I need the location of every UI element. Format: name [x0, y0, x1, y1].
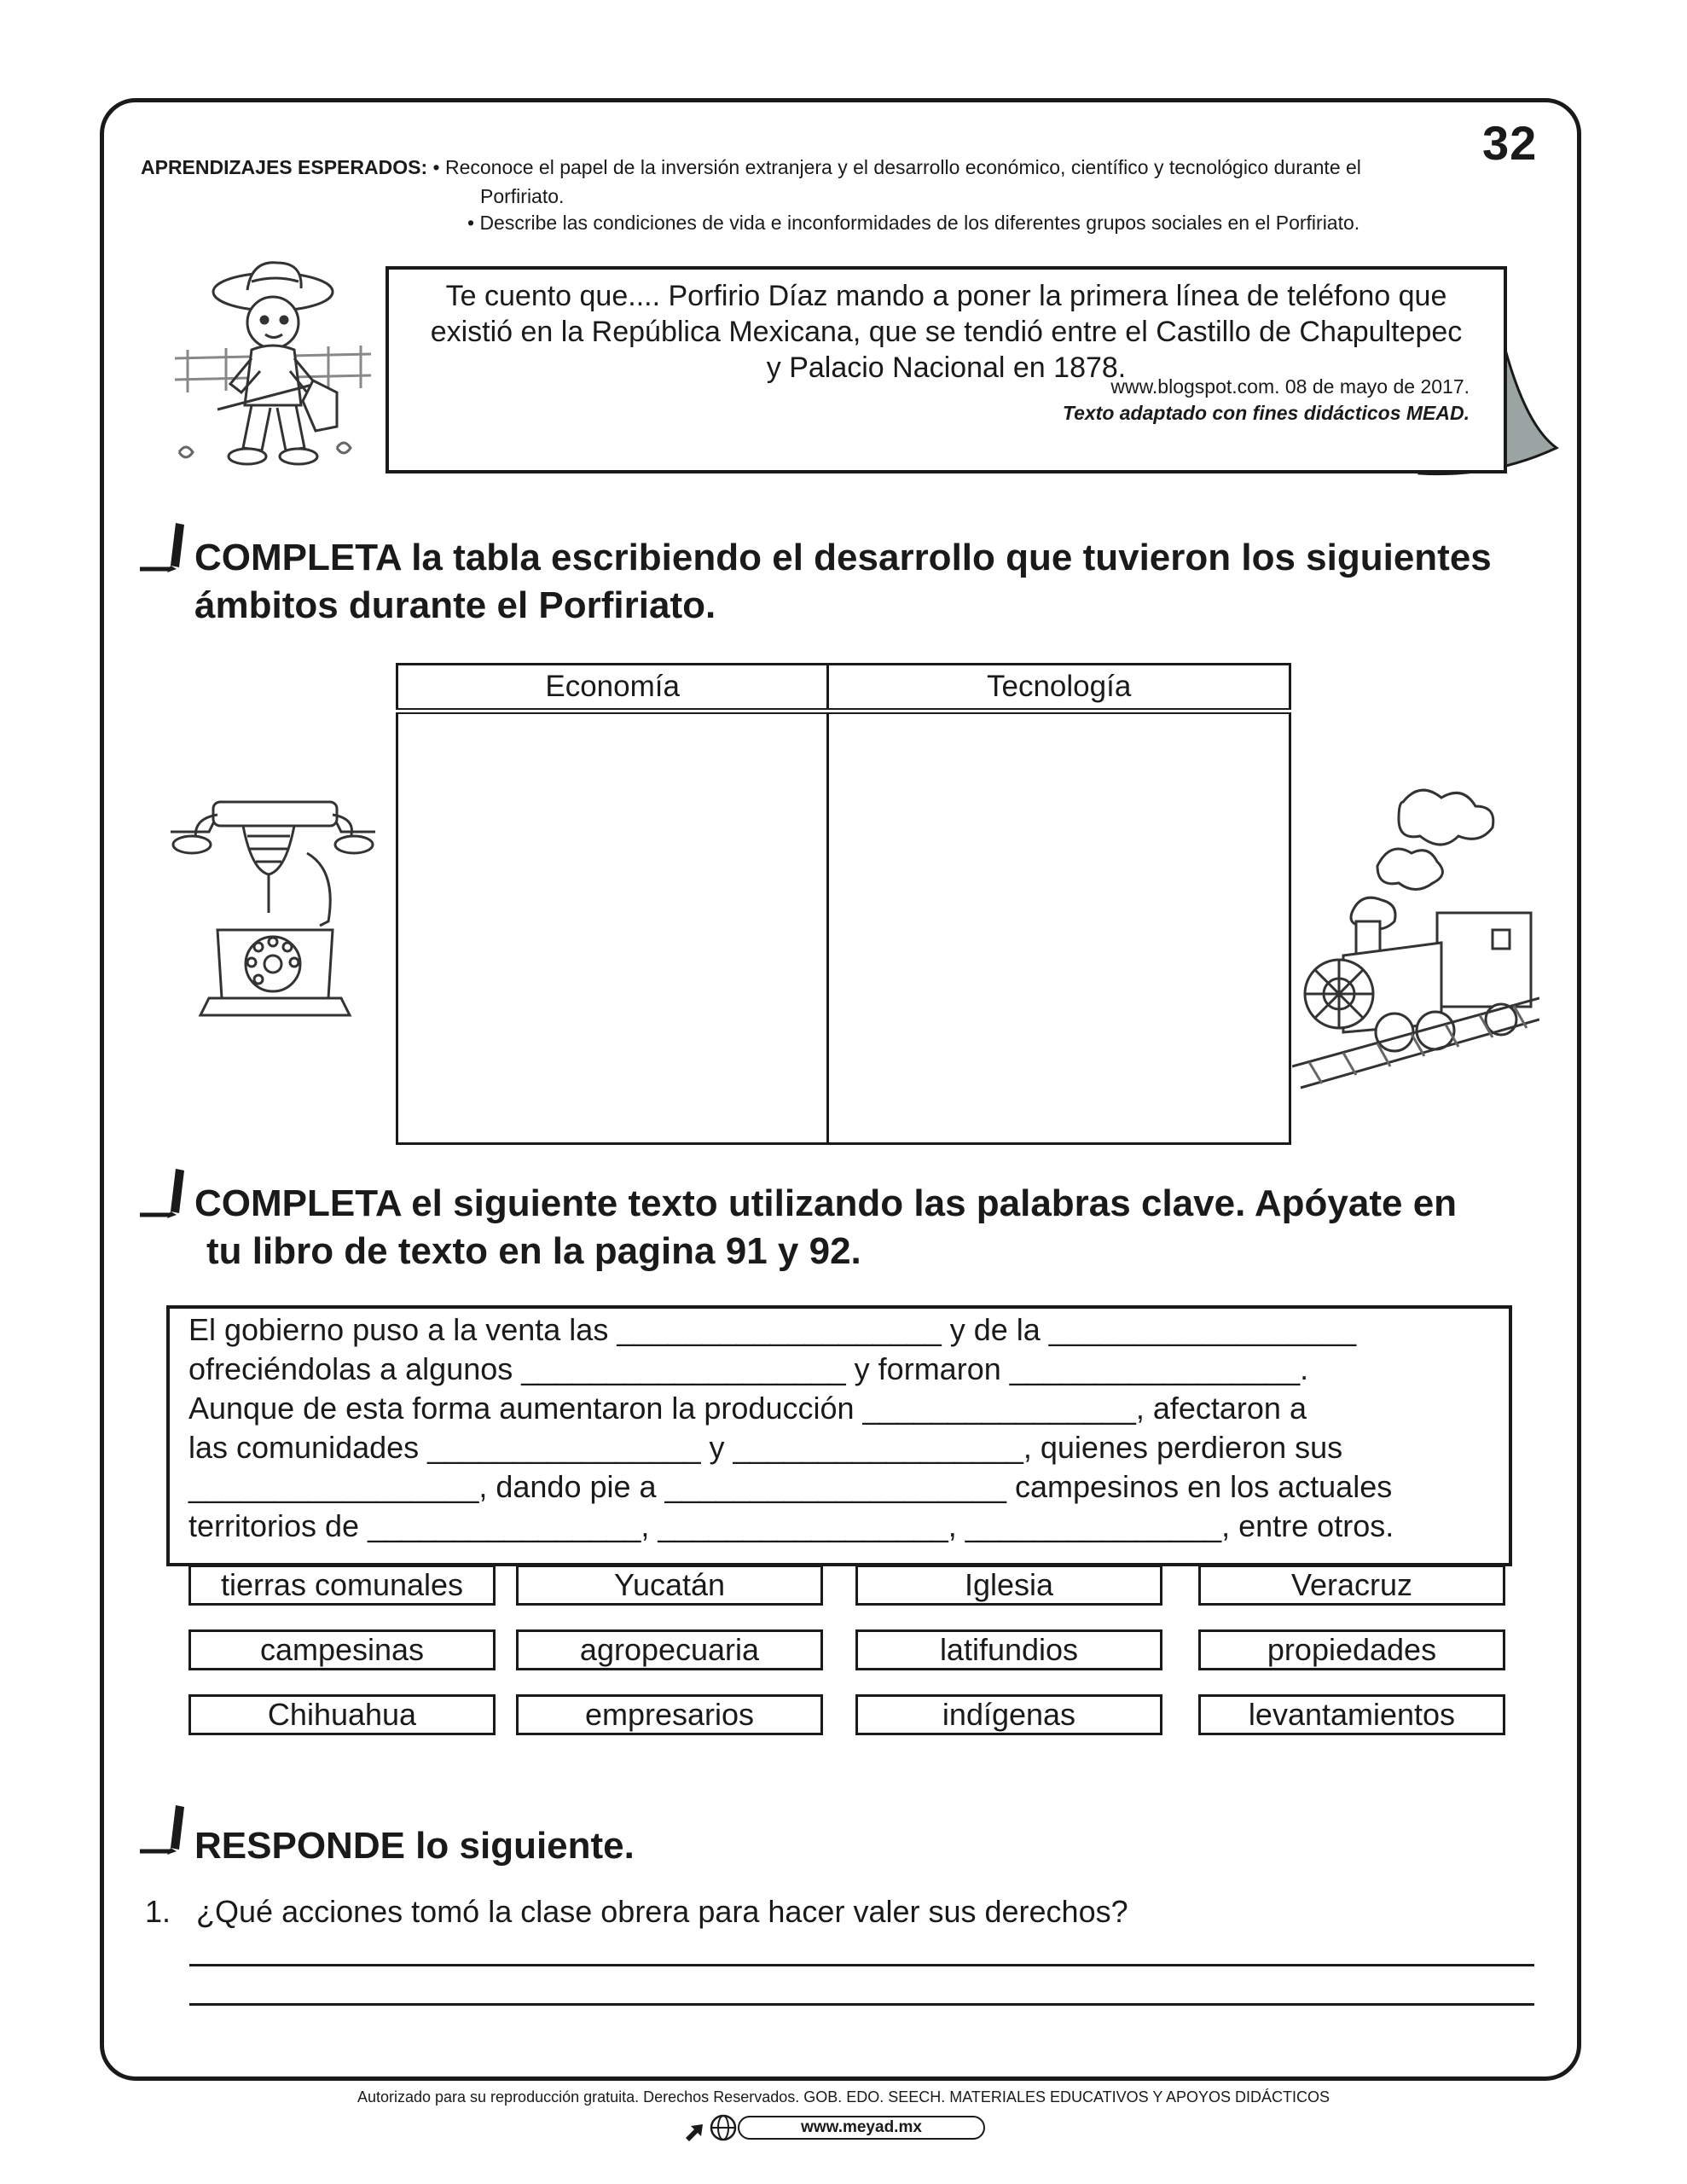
fill-line-5[interactable]: _________________, dando pie a ____________________ campesinos en los actuales	[188, 1469, 1393, 1504]
cursor-globe-icon	[682, 2112, 744, 2143]
section-2-heading	[194, 1180, 1457, 1275]
answer-line[interactable]	[189, 1964, 1534, 1966]
section-1-line-2: ámbitos durante el Porfiriato.	[194, 584, 716, 626]
keyword-box: Iglesia	[855, 1565, 1162, 1606]
story-line-3: y Palacio Nacional en 1878.	[766, 351, 1127, 384]
header-tecnologia: Tecnología	[828, 665, 1290, 712]
table-answer-row	[397, 712, 1290, 1144]
answer-cell-economia[interactable]	[397, 712, 828, 1144]
fill-in-text-box	[166, 1305, 1512, 1566]
fill-line-3[interactable]: Aunque de esta forma aumentaron la producción ________________, afectaron a	[188, 1391, 1307, 1426]
story-note: Texto adaptado con fines didácticos MEAD.	[1062, 402, 1470, 424]
keyword-box: empresarios	[516, 1694, 823, 1735]
section-1-heading	[194, 534, 1492, 630]
development-table	[396, 663, 1291, 1145]
section-3-heading: RESPONDE lo siguiente.	[194, 1825, 635, 1867]
pencil-icon	[136, 1798, 188, 1858]
story-line-2: existió en la República Mexicana, que se tendió entre el Castillo de Chapultepec	[430, 316, 1463, 348]
fill-line-2[interactable]: ofreciéndolas a algunos ___________________ y formaron _________________.	[188, 1351, 1309, 1386]
answer-line[interactable]	[189, 2003, 1534, 2006]
question-text: ¿Qué acciones tomó la clase obrera para hacer valer sus derechos?	[196, 1894, 1128, 1929]
telephone-illustration	[166, 785, 380, 1028]
website-link[interactable]: www.meyad.mx	[738, 2116, 985, 2140]
fill-line-4[interactable]: las comunidades ________________ y _________________, quienes perdieron sus	[188, 1430, 1343, 1465]
section-1-line-1: COMPLETA la tabla escribiendo el desarrollo que tuvieron los siguientes	[194, 537, 1492, 578]
page-number: 32	[1482, 116, 1538, 170]
train-illustration	[1292, 785, 1539, 1092]
question-1	[145, 1894, 1128, 1930]
keyword-box: propiedades	[1198, 1629, 1505, 1670]
footer-rights: Autorizado para su reproducción gratuita. Derechos Reservados. GOB. EDO. SEECH. MATERIALES EDUCATIVOS Y APOYOS DIDÁCTICOS	[357, 2088, 1330, 2106]
keyword-box: Veracruz	[1198, 1565, 1505, 1606]
keyword-box: levantamientos	[1198, 1694, 1505, 1735]
keyword-box: campesinas	[188, 1629, 496, 1670]
keyword-box: Yucatán	[516, 1565, 823, 1606]
story-source: www.blogspot.com. 08 de mayo de 2017.	[1110, 375, 1470, 398]
story-line-1: Te cuento que.... Porfirio Díaz mando a poner la primera línea de teléfono que	[445, 280, 1447, 312]
keyword-box: Chihuahua	[188, 1694, 496, 1735]
keyword-box: latifundios	[855, 1629, 1162, 1670]
table-header-row	[397, 665, 1290, 712]
expected-learning-label: APRENDIZAJES ESPERADOS:	[141, 156, 428, 178]
keyword-box: agropecuaria	[516, 1629, 823, 1670]
keyword-box: indígenas	[855, 1694, 1162, 1735]
learning-bullet-1: • Reconoce el papel de la inversión extranjera y el desarrollo económico, científico y tecnológico durante el	[432, 156, 1361, 178]
section-2-line-1: COMPLETA el siguiente texto utilizando las palabras clave. Apóyate en	[194, 1182, 1458, 1224]
pencil-icon	[136, 1162, 188, 1222]
learning-bullet-2: • Describe las condiciones de vida e inconformidades de los diferentes grupos sociales en el Porfiriato.	[467, 212, 1360, 234]
learning-bullet-1-continued: Porfiriato.	[480, 185, 565, 207]
story-box	[386, 266, 1507, 473]
pencil-icon	[136, 516, 188, 576]
header-economia: Economía	[397, 665, 828, 712]
fill-line-1[interactable]: El gobierno puso a la venta las ___________________ y de la __________________	[188, 1312, 1357, 1347]
keyword-box: tierras comunales	[188, 1565, 496, 1606]
farmer-illustration	[166, 256, 380, 473]
fill-line-6[interactable]: territorios de ________________, _________________, _______________, entre otros.	[188, 1508, 1394, 1543]
section-2-line-2: tu libro de texto en la pagina 91 y 92.	[206, 1230, 861, 1272]
answer-cell-tecnologia[interactable]	[828, 712, 1290, 1144]
question-number: 1.	[145, 1894, 171, 1929]
